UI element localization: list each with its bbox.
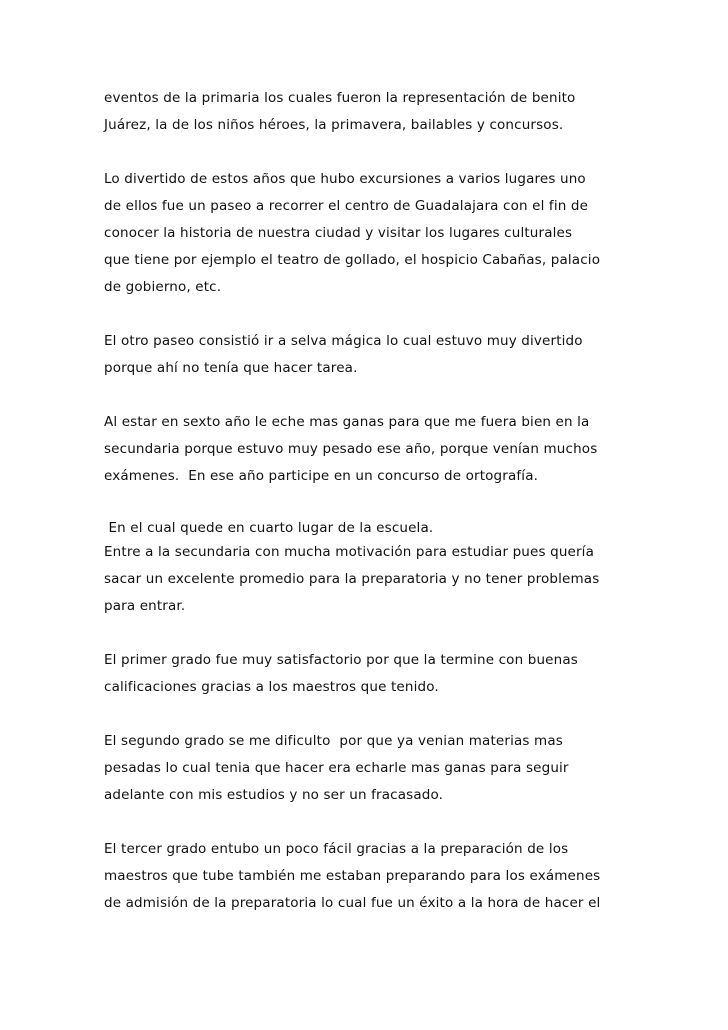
paragraph-line: de gobierno, etc. [104,279,222,295]
paragraph-7 [104,728,644,809]
paragraph-gap [104,490,644,517]
paragraph-line: porque ahí no tenía que hacer tarea. [104,360,358,376]
paragraph-gap [104,701,644,728]
paragraph-line: eventos de la primaria los cuales fueron la representación de benito [104,90,576,106]
paragraph-line: de ellos fue un paseo a recorrer el centro de Guadalajara con el fin de [104,198,589,214]
paragraph-5 [104,517,644,620]
paragraph-line: En el cual quede en cuarto lugar de la escuela. [104,520,434,536]
paragraph-4 [104,409,644,490]
paragraph-line: Al estar en sexto año le eche mas ganas para que me fuera bien en la [104,414,590,430]
paragraph-2 [104,166,644,301]
paragraph-line: El segundo grado se me dificulto por que ya venian materias mas [104,733,563,749]
paragraph-1 [104,85,644,139]
paragraph-line: Lo divertido de estos años que hubo excursiones a varios lugares uno [104,171,586,187]
paragraph-line: exámenes. En ese año participe en un concurso de ortografía. [104,468,539,484]
paragraph-line: secundaria porque estuvo muy pesado ese año, porque venían muchos [104,441,598,457]
paragraph-line: de admisión de la preparatoria lo cual fue un éxito a la hora de hacer el [104,895,601,911]
paragraph-6 [104,647,644,701]
paragraph-line: pesadas lo cual tenia que hacer era echarle mas ganas para seguir [104,760,569,776]
paragraph-line: que tiene por ejemplo el teatro de gollado, el hospicio Cabañas, palacio [104,252,601,268]
paragraph-gap [104,301,644,328]
paragraph-line: adelante con mis estudios y no ser un fracasado. [104,787,444,803]
paragraph-line: El primer grado fue muy satisfactorio por que la termine con buenas [104,652,578,668]
paragraph-line: calificaciones gracias a los maestros que tenido. [104,679,439,695]
paragraph-line: maestros que tube también me estaban preparando para los exámenes [104,868,601,884]
paragraph-line: sacar un excelente promedio para la preparatoria y no tener problemas [104,571,600,587]
paragraph-gap [104,139,644,166]
paragraph-line: para entrar. [104,598,186,614]
paragraph-line: conocer la historia de nuestra ciudad y visitar los lugares culturales [104,225,573,241]
paragraph-line: Entre a la secundaria con mucha motivación para estudiar pues quería [104,544,595,560]
paragraph-gap [104,382,644,409]
paragraph-8 [104,836,644,917]
paragraph-line: El tercer grado entubo un poco fácil gracias a la preparación de los [104,841,569,857]
paragraph-line: El otro paseo consistió ir a selva mágica lo cual estuvo muy divertido [104,333,583,349]
paragraph-gap [104,809,644,836]
paragraph-3 [104,328,644,382]
paragraph-line: Juárez, la de los niños héroes, la primavera, bailables y concursos. [104,117,564,133]
document-body [104,85,644,917]
paragraph-gap [104,620,644,647]
